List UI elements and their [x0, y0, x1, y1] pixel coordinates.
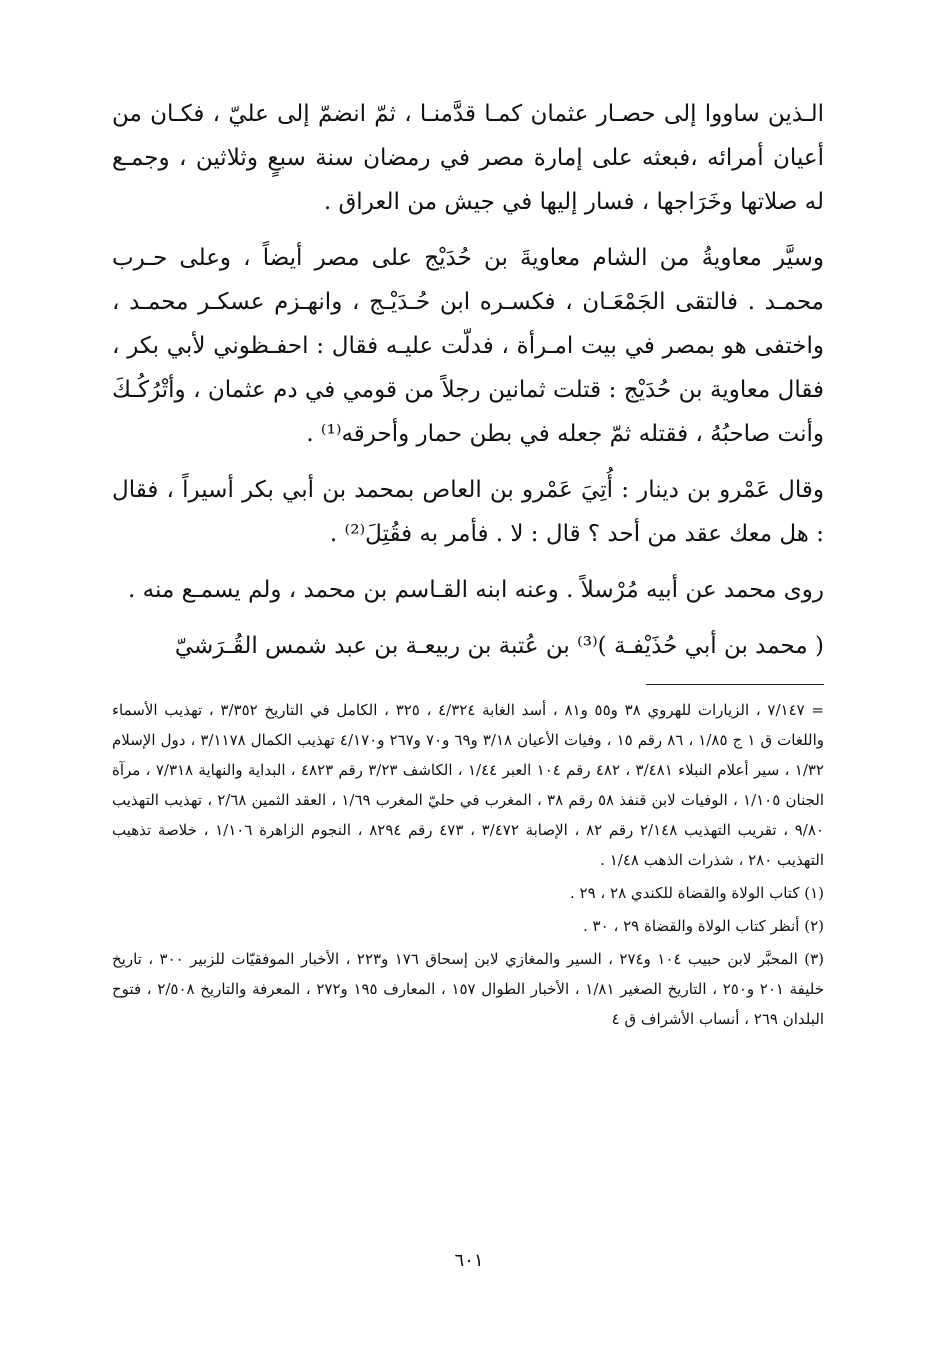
- paragraph-2: وسيَّر معاويةُ من الشام معاويةَ بن حُدَيْج على مصر أيضاً ، وعلى حـرب محمـد . فالتقى الجَمْعَـان ، فكسـره ابن حُـدَيْـج ، وانهـزم عسكـر محمـد ، واختفى هو بمصر في بيت امـرأة ، فدلّت عليـه فقال : احفـظوني لأبي بكر ، فقال معاوية بن حُدَيْج : قتلت ثمانين رجلاً من قومي في دم عثمان ، وأتْرُكُـكَ وأنت صاحبُهُ ، فقتله ثمّ جعله في بطن حمار وأحرقه⁽¹⁾ .: [112, 245, 824, 447]
- footnote-separator: [646, 684, 824, 685]
- main-text: [112, 92, 824, 668]
- biography-heading: ( محمد بن أبي حُذَيْفـة )⁽³⁾ بن عُتبة بن ربيعـة بن عبد شمس القُـرَشيّ: [174, 633, 824, 659]
- footnote-1: (١) كتاب الولاة والقضاة للكندي ٢٨ ، ٢٩ .: [569, 884, 824, 902]
- paragraph-1: الـذين ساووا إلى حصـار عثمان كمـا قدَّمنـا ، ثمّ انضمّ إلى عليّ ، فكـان من أعيان أمرائه ،فبعثه على إمارة مصر في رمضان سنة سبعٍ وثلاثين ، وجمـع له صلاتها وخَرَاجها ، فسار إليها في جيش من العراق .: [112, 101, 824, 215]
- page-number: ٦٠١: [454, 1250, 484, 1271]
- footnote-continued: = ٧/١٤٧ ، الزيارات للهروي ٣٨ و٥٥ و٨١ ، أسد الغابة ٤/٣٢٤ ، ٣٢٥ ، الكامل في التاريخ ٣/٣٥٢ ، تهذيب الأسماء واللغات ق ١ ج ١/٨٥ ، ٨٦ رقم ١٥ ، وفيات الأعيان ٣/١٨ و٦٩ و٧٠ و٢٦٧ و٤/١٧٠ تهذيب الكمال ٣/١١٧٨ ، دول الإسلام ١/٣٢ ، سير أعلام النبلاء ٣/٤٨١ ، ٤٨٢ رقم ١٠٤ العبر ١/٤٤ ، الكاشف ٣/٢٣ رقم ٤٨٢٣ ، البداية والنهاية ٧/٣١٨ ، مرآة الجنان ١/١٠٥ ، الوفيات لابن قنفذ ٥٨ رقم ٣٨ ، المغرب في حليّ المغرب ١/٦٩ ، العقد الثمين ٢/٦٨ ، تهذيب التهذيب ٩/٨٠ ، تقريب التهذيب ٢/١٤٨ رقم ٨٢ ، الإصابة ٣/٤٧٢ ، ٤٧٣ رقم ٨٢٩٤ ، النجوم الزاهرة ١/١٠٦ ، خلاصة تذهيب التهذيب ٢٨٠ ، شذرات الذهب ١/٤٨ .: [112, 701, 825, 869]
- footnote-2: (٢) أنظر كتاب الولاة والقضاة ٢٩ ، ٣٠ .: [583, 917, 824, 935]
- paragraph-4: روى محمد عن أبيه مُرْسلاً . وعنه ابنه القـاسم بن محمد ، ولم يسمـع منه .: [128, 577, 824, 603]
- paragraph-3: وقال عَمْرو بن دينار : أُتِيَ عَمْرو بن العاص بمحمد بن أبي بكر أسيراً ، فقال : هل معك عقد من أحد ؟ قال : لا . فأمر به فقُتِلَ⁽²⁾ .: [112, 477, 824, 547]
- book-page: [112, 92, 824, 1037]
- footnotes: [112, 695, 824, 1034]
- footnote-3: (٣) المحبَّر لابن حبيب ١٠٤ و٢٧٤ ، السير والمغازي لابن إسحاق ١٧٦ و٢٢٣ ، الأخبار الموفقيّات للزبير ٣٠٠ ، تاريخ خليفة ٢٠١ و٢٥٠ ، التاريخ الصغير ١/٨١ ، الأخبار الطوال ١٥٧ ، المعارف ١٩٥ و٢٧٢ ، المعرفة والتاريخ ٢/٥٠٨ ، فتوح البلدان ٢٦٩ ، أنساب الأشراف ق ٤: [112, 950, 825, 1028]
